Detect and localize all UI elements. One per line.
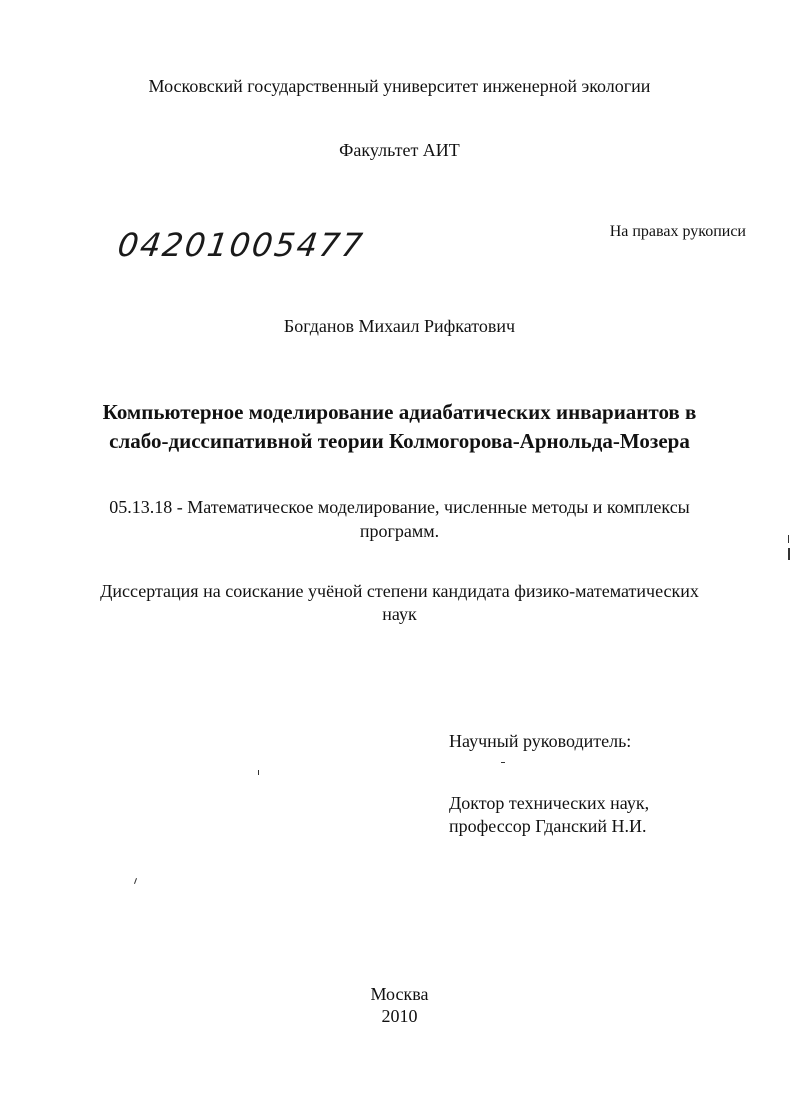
scan-mark <box>258 770 259 775</box>
university-name: Московский государственный университет инженерной экологии <box>148 76 651 96</box>
degree-line-2: наук <box>382 604 417 624</box>
supervisor-label: Научный руководитель: <box>449 731 632 751</box>
specialty-line-2: программ. <box>359 521 440 541</box>
year: 2010 <box>381 1006 418 1026</box>
scan-mark <box>501 762 505 763</box>
scan-mark <box>788 548 790 560</box>
thesis-title-line-2: слабо-диссипативной теории Колмогорова-Арнольда-Мозера <box>109 429 690 453</box>
scan-mark <box>788 535 789 543</box>
degree-line-1: Диссертация на соискание учёной степени кандидата физико-математических <box>100 581 699 601</box>
supervisor-name: профессор Гданский Н.И. <box>449 816 647 836</box>
specialty-line-1: 05.13.18 - Математическое моделирование, численные методы и комплексы <box>109 497 690 517</box>
faculty-name: Факультет АИТ <box>339 140 460 160</box>
manuscript-rights-note: На правах рукописи <box>609 223 746 240</box>
city: Москва <box>370 984 429 1004</box>
scan-mark <box>134 878 137 884</box>
handwritten-catalog-number: 04201005477 <box>115 226 367 264</box>
author-name: Богданов Михаил Рифкатович <box>283 316 516 336</box>
supervisor-title: Доктор технических наук, <box>449 793 650 813</box>
thesis-title-line-1: Компьютерное моделирование адиабатических инвариантов в <box>102 400 697 424</box>
